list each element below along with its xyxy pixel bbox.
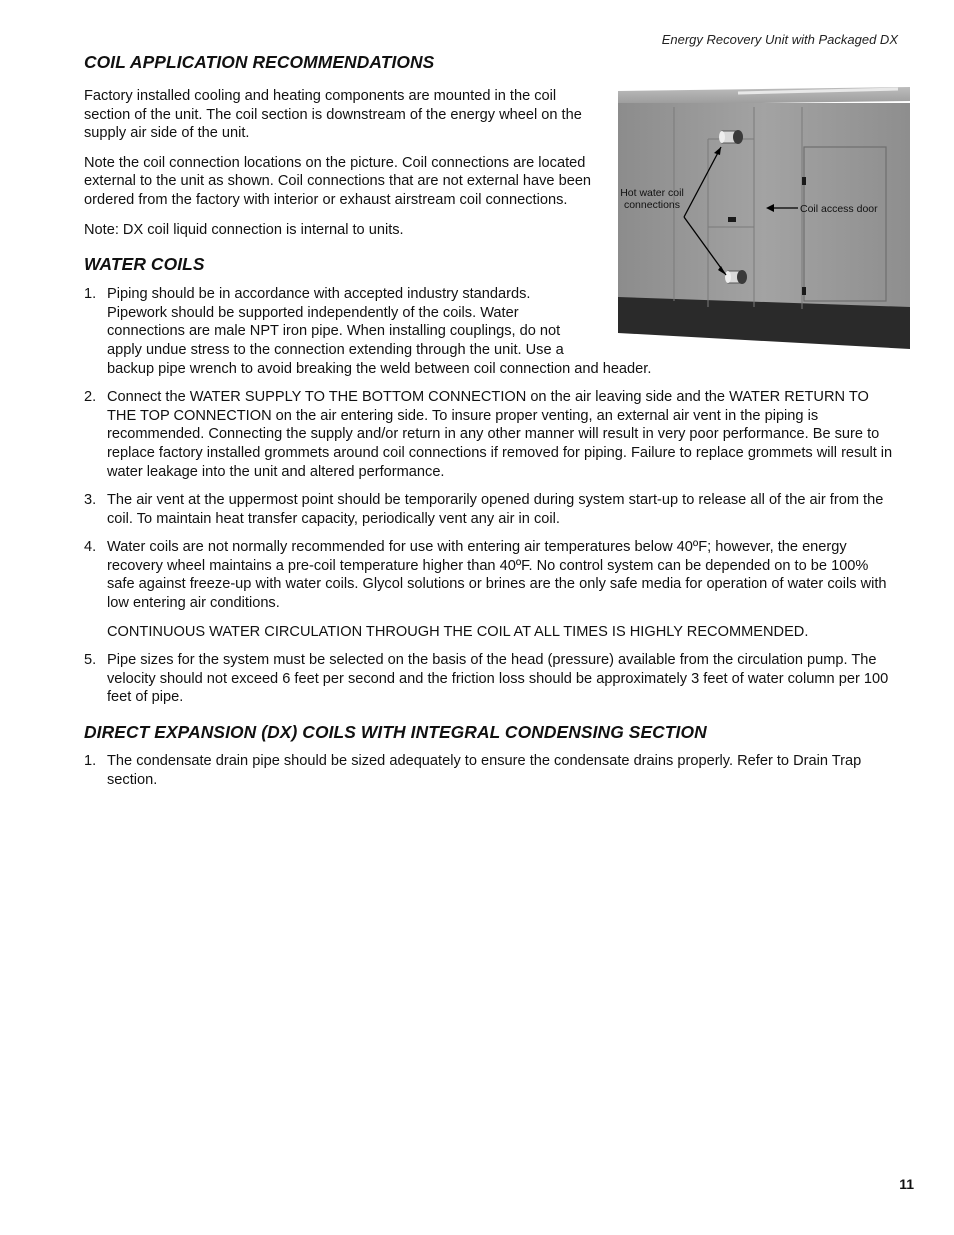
- list-item-text: Piping should be in accordance with accepted industry standards. Pipework should be supported independently of the coils. Water connections are male NPT iron pipe. When installing couplings, do not apply undue stress to the connection extending through the unit. Use a backup pipe wrench to avoid breaking the weld between coil connection and header.: [107, 286, 652, 377]
- label-coil-access-door: Coil access door: [800, 203, 878, 215]
- circulation-note: CONTINUOUS WATER CIRCULATION THROUGH THE COIL AT ALL TIMES IS HIGHLY RECOMMENDED.: [107, 623, 809, 640]
- list-item-number: 2.: [84, 389, 97, 406]
- heading-dx-coils: DIRECT EXPANSION (DX) COILS WITH INTEGRAL CONDENSING SECTION: [84, 722, 707, 743]
- label-hot-water-coil-connections: Hot water coil connections: [620, 187, 684, 211]
- paragraph: Note the coil connection locations on the picture. Coil connections are located external to the unit as shown. Coil connections that are not external have been ordered from the factory with interior or exhaust airstream coil connections.: [84, 154, 592, 208]
- list-item-number: 4.: [84, 539, 97, 556]
- list-item: [84, 752, 900, 789]
- page-content: [84, 51, 900, 789]
- list-item: [84, 388, 900, 481]
- dx-coils-list: [84, 752, 900, 789]
- list-item-number: 5.: [84, 652, 97, 669]
- running-header: Energy Recovery Unit with Packaged DX: [661, 32, 898, 47]
- list-item: [84, 651, 900, 707]
- list-item: [84, 491, 900, 528]
- list-item-number: 3.: [84, 492, 97, 509]
- list-item-text: The air vent at the uppermost point should be temporarily opened during system start-up to release all of the air from the coil. To maintain heat transfer capacity, periodically vent any air in coil.: [107, 492, 884, 527]
- list-item: [84, 538, 900, 641]
- heading-water-coils: WATER COILS: [84, 254, 205, 275]
- list-item-number: 1.: [84, 286, 97, 303]
- list-item-text: Connect the WATER SUPPLY TO THE BOTTOM CONNECTION on the air leaving side and the WATER RETURN TO THE TOP CONNECTION on the air entering side. To insure proper venting, an external air vent in the piping is recommended. Connecting the supply and/or return in any other manner will result in very poor performance. Be sure to replace factory installed grommets around coil connections if removed for piping. Failure to replace grommets will result in water leakage into the unit and altered performance.: [107, 389, 893, 480]
- list-item: [84, 285, 900, 378]
- bottom-coil-connection: [725, 270, 747, 284]
- list-item-text: Water coils are not normally recommended for use with entering air temperatures below 40ºF; however, the energy recovery wheel maintains a pre-coil temperature higher than 40ºF. No control system can be depended on to be 100% safe against freeze-up with water coils. Glycol solutions or brines are the only safe media for operation of water coils with low entering air conditions.: [107, 539, 887, 612]
- paragraph: Note: DX coil liquid connection is internal to units.: [84, 221, 404, 238]
- page-number: 11: [899, 1176, 914, 1192]
- paragraph: Factory installed cooling and heating components are mounted in the coil section of the unit. The coil section is downstream of the energy wheel on the supply air side of the unit.: [84, 88, 582, 142]
- water-coils-list: [84, 285, 900, 707]
- list-item-text: The condensate drain pipe should be sized adequately to ensure the condensate drains properly. Refer to Drain Trap section.: [107, 753, 862, 788]
- list-item-number: 1.: [84, 753, 97, 770]
- list-item-text: Pipe sizes for the system must be selected on the basis of the head (pressure) available from the circulation pump. The velocity should not exceed 6 feet per second and the friction loss should be approximately 3 feet of water column per 100 feet of pipe.: [107, 652, 889, 706]
- heading-coil-application: COIL APPLICATION RECOMMENDATIONS: [84, 52, 435, 72]
- top-coil-connection: [719, 130, 743, 144]
